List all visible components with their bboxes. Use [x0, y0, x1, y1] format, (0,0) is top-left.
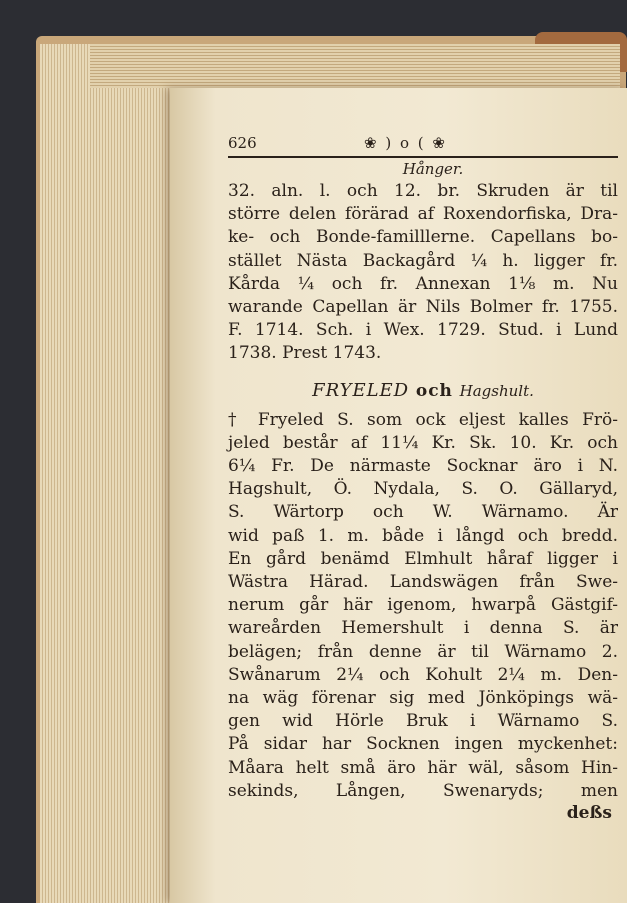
text-line: S. Wärtorp och W. Wärnamo. Är [228, 502, 618, 523]
section-och: och [415, 380, 453, 401]
text-line: På sidar har Socknen ingen myckenhet: [228, 734, 618, 755]
text-line: Måara helt små äro här wäl, såsom Hin- [228, 757, 618, 778]
text-line: belägen; från denne är til Wärnamo 2. [228, 641, 618, 662]
text-line: wid paß 1. m. både i långd och bredd. [228, 525, 618, 546]
paragraph-1 [228, 180, 618, 366]
text-line: Kårda ¼ och fr. Annexan 1⅛ m. Nu [228, 273, 618, 294]
catchword: deßs [566, 803, 612, 824]
text-line: 6¼ Fr. De närmaste Socknar äro i N. [228, 456, 618, 477]
page-top-edges [90, 44, 620, 88]
text-line: stället Nästa Backagård ¼ h. ligger fr. [228, 250, 618, 271]
section-heading [228, 380, 618, 401]
text-line: warande Capellan är Nils Bolmer fr. 1755. [228, 297, 618, 318]
text-line: wareården Hemershult i denna S. är [228, 618, 618, 639]
text-line: Wästra Härad. Landswägen från Swe- [228, 572, 618, 593]
text-line: na wäg förenar sig med Jönköpings wä- [228, 688, 618, 709]
paragraph-2 [228, 409, 618, 803]
page-text [228, 134, 618, 823]
text-line: jeled består af 11¼ Kr. Sk. 10. Kr. och [228, 432, 618, 453]
text-line: En gård benämd Elmhult håraf ligger i [228, 548, 618, 569]
text-line: sekinds, Lången, Swenaryds; men [228, 780, 618, 801]
section-title: FRYELED [312, 379, 410, 401]
text-line: större delen förärad af Roxendorfiska, Dra- [228, 204, 618, 225]
text-line: 32. aln. l. och 12. br. Skruden är til [228, 181, 618, 201]
header-ornament: ❀ ) o ( ❀ [364, 134, 447, 152]
text-line: † Fryeled S. som ock eljest kalles Frö- [228, 409, 618, 430]
text-line: Swånarum 2¼ och Kohult 2¼ m. Den- [228, 664, 618, 685]
text-line: F. 1714. Sch. i Wex. 1729. Stud. i Lund [228, 320, 618, 341]
text-line: Hagshult, Ö. Nydala, S. O. Gällaryd, [228, 479, 618, 500]
text-line: gen wid Hörle Bruk i Wärnamo S. [228, 711, 618, 732]
page-number: 626 [228, 134, 257, 152]
running-head: Hånger. [402, 160, 464, 178]
page-edges [40, 44, 190, 903]
text-line: 1738. Prest 1743. [228, 343, 382, 364]
section-subtitle: Hagshult. [459, 381, 534, 400]
page-header [228, 134, 618, 158]
text-line: nerum går här igenom, hwarpå Gästgif- [228, 595, 618, 616]
text-line: ke- och Bonde-familllerne. Capellans bo- [228, 227, 618, 248]
